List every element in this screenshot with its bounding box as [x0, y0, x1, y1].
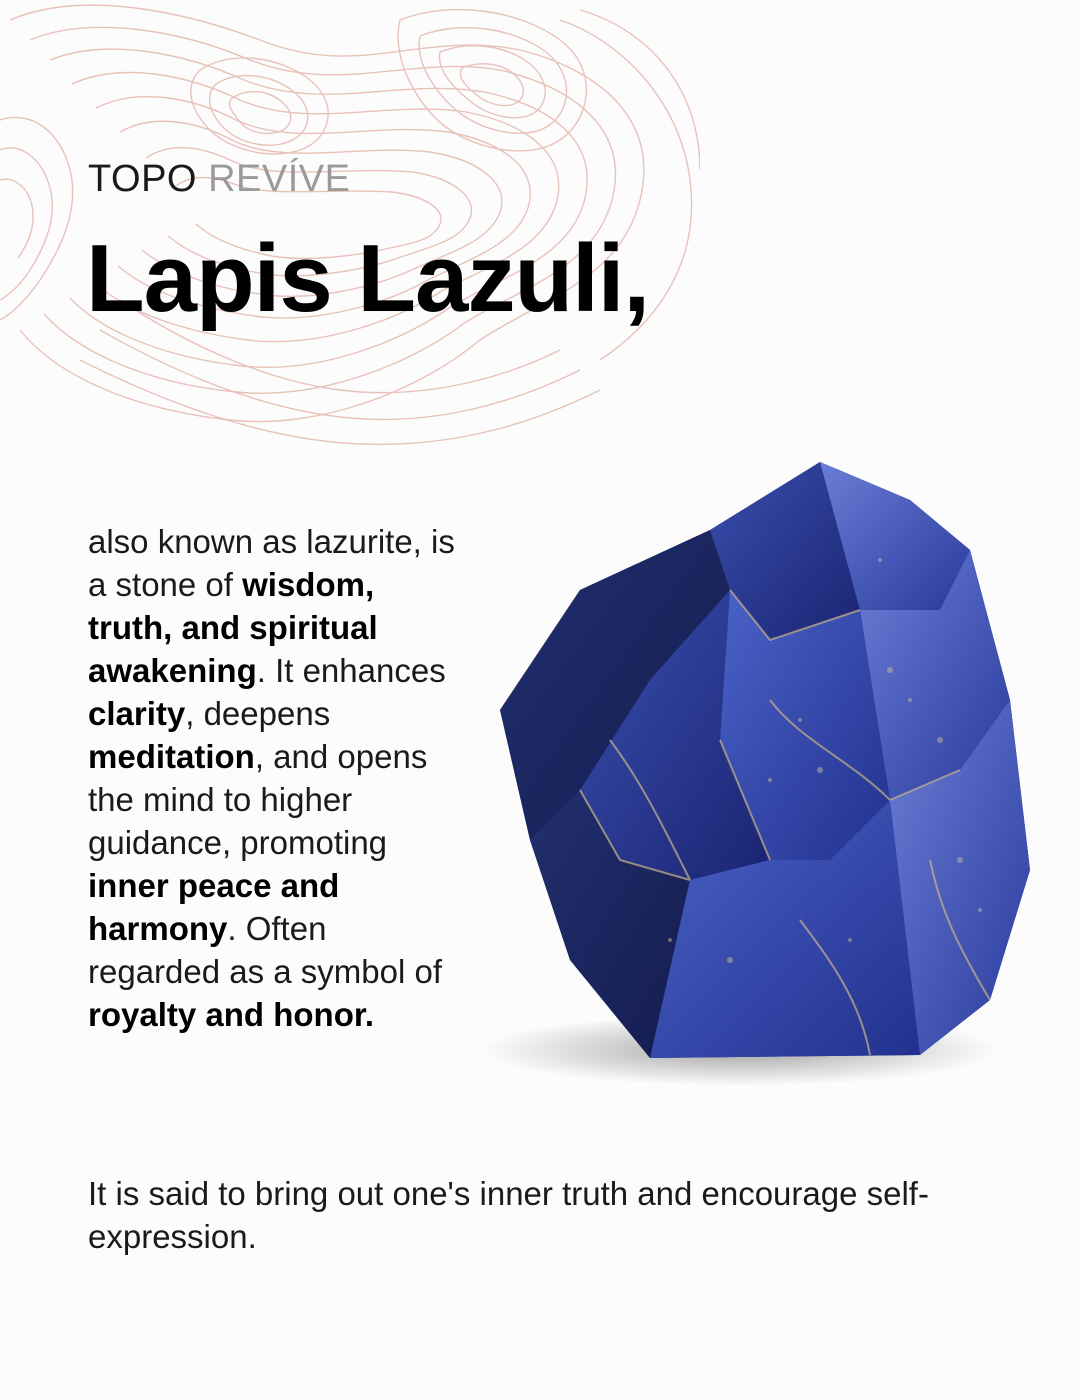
desc-text-4: , and opens the mind to higher guidance, promoting [88, 738, 428, 861]
brand-secondary: REVÍVE [208, 158, 351, 200]
desc-text-3: , deepens [185, 695, 331, 732]
desc-text-2: . It enhances [256, 652, 446, 689]
brand-logo [88, 158, 350, 201]
desc-text-1: also known as lazurite, is a stone of [88, 523, 455, 603]
lapis-lazuli-stone-image [470, 440, 1050, 1100]
page-title: Lapis Lazuli, [86, 225, 650, 332]
desc-bold-1: wisdom, truth, and spiritual awakening [88, 566, 378, 689]
brand-primary: TOPO [88, 158, 197, 200]
desc-bold-3: meditation [88, 738, 255, 775]
stone-description [88, 520, 458, 1036]
desc-bold-4: inner peace and harmony [88, 867, 340, 947]
desc-text-5: . Often regarded as a symbol of [88, 910, 443, 990]
desc-bold-2: clarity [88, 695, 186, 732]
footer-note: It is said to bring out one's inner truth and encourage self-expression. [88, 1175, 929, 1255]
desc-bold-5: royalty and honor. [88, 996, 375, 1033]
